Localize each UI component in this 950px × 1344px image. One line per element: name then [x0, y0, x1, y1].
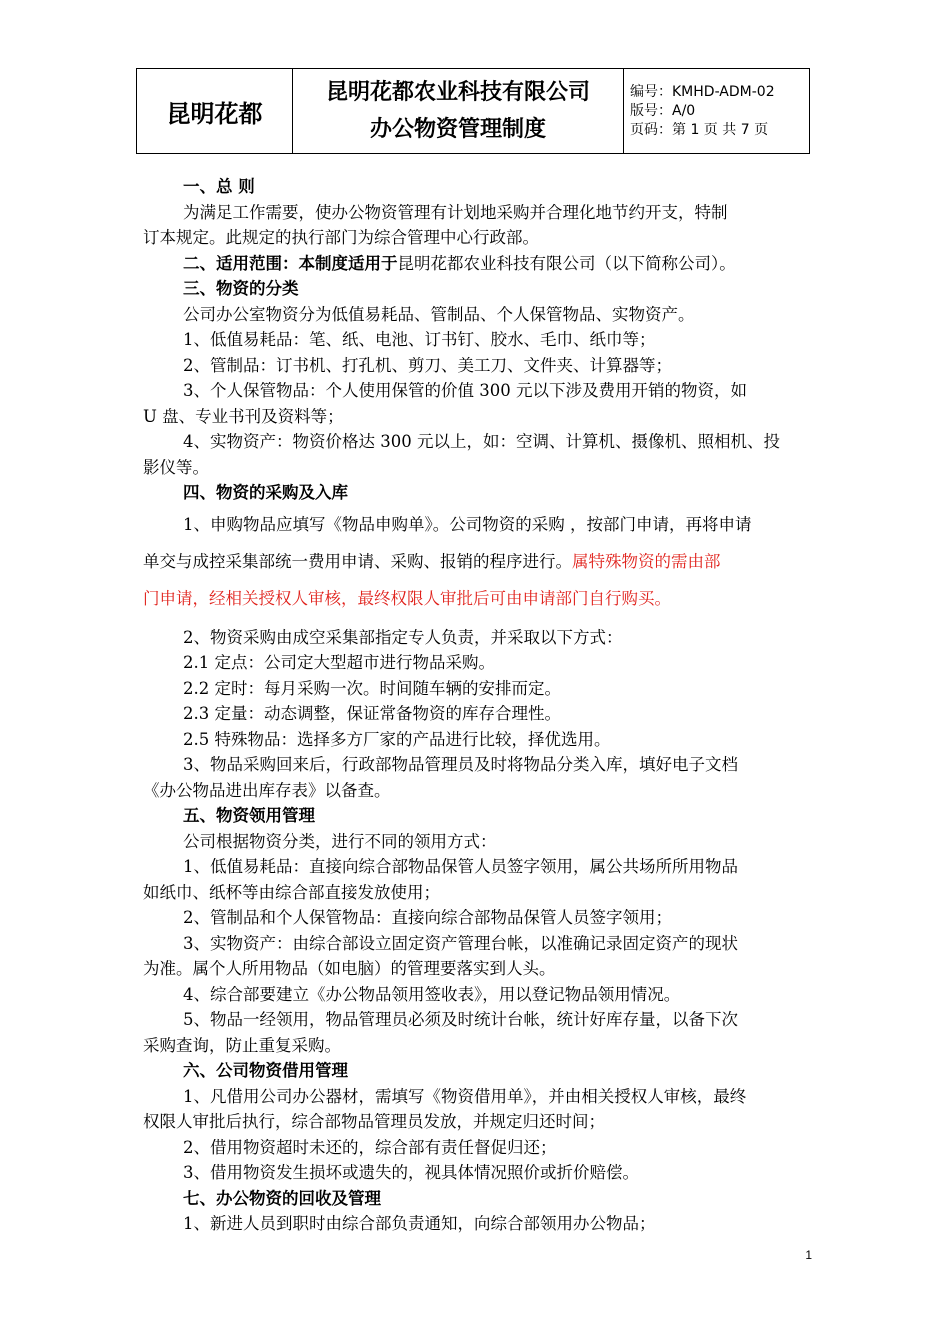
- paragraph-line: 如纸巾、纸杯等由综合部直接发放使用；: [143, 882, 440, 902]
- paragraph-line: 权限人审批后执行，综合部物品管理员发放，并规定归还时间；: [143, 1112, 605, 1131]
- paragraph-line: 《办公物品进出库存表》以备查。: [143, 780, 391, 800]
- scope-line: [143, 251, 811, 277]
- paragraph-line: 3、实物资产：由综合部设立固定资产管理台帐，以准确记录固定资产的现状: [183, 933, 738, 953]
- document-meta: [624, 69, 809, 153]
- paragraph-line: 订本规定。此规定的执行部门为综合管理中心行政部。: [143, 228, 539, 247]
- paragraph-line: 3、借用物资发生损坏或遗失的，视具体情况照价或折价赔偿。: [183, 1163, 639, 1182]
- paragraph-line: 采购查询，防止重复采购。: [143, 1035, 341, 1055]
- header-title-block: [293, 69, 624, 153]
- document-version: 版号：A/0: [630, 102, 696, 119]
- highlighted-text: 属特殊物资的需由部: [572, 551, 721, 571]
- paragraph-line: 1、凡借用公司办公器材，需填写《物资借用单》，并由相关授权人审核，最终: [183, 1086, 747, 1106]
- paragraph-line: 2、借用物资超时未还的，综合部有责任督促归还；: [183, 1137, 557, 1157]
- section-heading: 一、总 则: [183, 177, 255, 196]
- paragraph-line: 3、个人保管物品：个人使用保管的价值 300 元以下涉及费用开销的物资，如: [183, 381, 747, 400]
- paragraph-line: 2.1 定点：公司定大型超市进行物品采购。: [183, 653, 495, 672]
- paragraph-line: 2.5 特殊物品：选择多方厂家的产品进行比较，择优选用。: [183, 729, 611, 749]
- paragraph-line: 1、申购物品应填写《物品申购单》。公司物资的采购 ，按部门申请，再将申请: [183, 514, 752, 534]
- paragraph-line: 公司办公室物资分为低值易耗品、管制品、个人保管物品、实物资产。: [183, 304, 695, 324]
- document-code: 编号：KMHD-ADM-02: [630, 83, 775, 100]
- paragraph-line: 4、综合部要建立《办公物品领用签收表》，用以登记物品领用情况。: [183, 984, 681, 1004]
- paragraph-line: 4、实物资产：物资价格达 300 元以上，如：空调、计算机、摄像机、照相机、投: [183, 432, 780, 451]
- highlighted-text: 门申请，经相关授权人审核，最终权限人审批后可由申请部门自行购买。: [143, 588, 671, 608]
- section-heading: 二、适用范围：本制度适用于: [183, 253, 398, 273]
- document-header: [136, 68, 810, 154]
- paragraph-line: 影仪等。: [143, 457, 209, 477]
- paragraph-line: 1、低值易耗品：直接向综合部物品保管人员签字领用，属公共场所所用物品: [183, 857, 738, 876]
- section-heading: 七、办公物资的回收及管理: [183, 1188, 381, 1208]
- paragraph-line: 5、物品一经领用，物品管理员必须及时统计台帐，统计好库存量，以备下次: [183, 1010, 738, 1029]
- document-body: [143, 174, 811, 1237]
- scope-text: 昆明花都农业科技有限公司（以下简称公司）。: [397, 253, 736, 273]
- section-heading: 六、公司物资借用管理: [183, 1061, 348, 1080]
- paragraph-line: 3、物品采购回来后，行政部物品管理员及时将物品分类入库，填好电子文档: [183, 755, 738, 774]
- paragraph-line: 1、新进人员到职时由综合部负责通知，向综合部领用办公物品；: [183, 1214, 656, 1233]
- document-title: 办公物资管理制度: [369, 117, 546, 142]
- paragraph-text: 单交与成控采集部统一费用申请、采购、报销的程序进行。: [143, 551, 572, 571]
- company-logo-text: 昆明花都: [137, 69, 293, 153]
- paragraph-line: 2、物资采购由成空采集部指定专人负责，并采取以下方式：: [183, 627, 623, 647]
- paragraph-line: 2.2 定时：每月采购一次。时间随车辆的安排而定。: [183, 678, 561, 698]
- company-name: 昆明花都农业科技有限公司: [325, 80, 590, 105]
- paragraph-line: 为满足工作需要，使办公物资管理有计划地采购并合理化地节约开支，特制: [183, 202, 728, 222]
- paragraph-line: 2.3 定量：动态调整，保证常备物资的库存合理性。: [183, 704, 561, 723]
- page-indicator: 页码：第 1 页 共 7 页: [630, 121, 769, 138]
- paragraph-line: U 盘、专业书刊及资料等；: [143, 406, 344, 426]
- paragraph-line: 2、管制品和个人保管物品：直接向综合部物品保管人员签字领用；: [183, 908, 672, 927]
- procurement-paragraph: [143, 506, 811, 617]
- paragraph-line: [143, 543, 811, 580]
- page-number: 1: [805, 1248, 812, 1262]
- paragraph-line: 为准。属个人所用物品（如电脑）的管理要落实到人头。: [143, 959, 556, 978]
- section-heading: 五、物资领用管理: [183, 806, 315, 825]
- paragraph-line: 1、低值易耗品：笔、纸、电池、订书钉、胶水、毛巾、纸巾等；: [183, 330, 656, 349]
- section-heading: 四、物资的采购及入库: [183, 483, 348, 502]
- section-heading: 三、物资的分类: [183, 279, 299, 298]
- paragraph-line: 2、管制品：订书机、打孔机、剪刀、美工刀、文件夹、计算器等；: [183, 355, 672, 375]
- paragraph-line: 公司根据物资分类，进行不同的领用方式：: [183, 831, 497, 851]
